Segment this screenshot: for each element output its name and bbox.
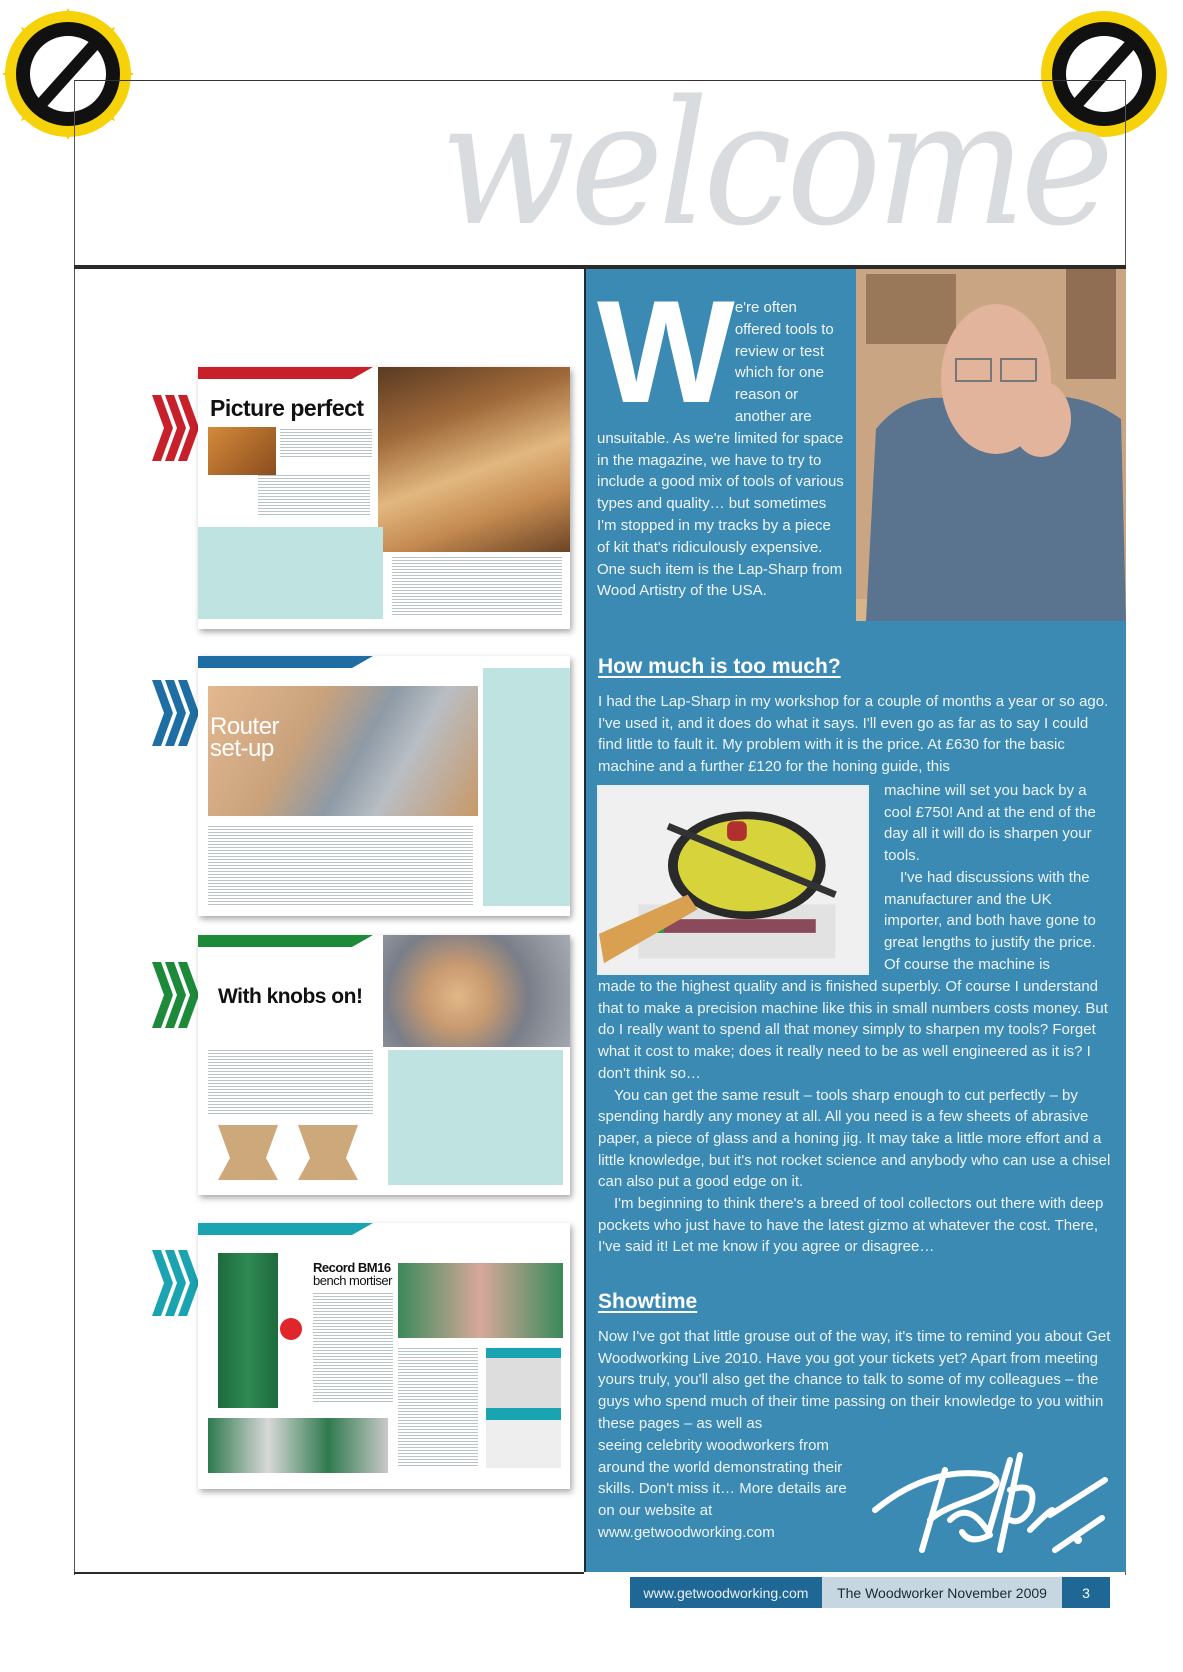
box-photo: [378, 367, 570, 552]
knob-photo: [383, 935, 570, 1047]
chevron-green-icon: [152, 962, 200, 1028]
section-heading-how-much: How much is too much?: [598, 655, 841, 678]
step-photos: [198, 527, 383, 619]
footer-page-number: 3: [1062, 1577, 1110, 1608]
chevron-teal-icon: [152, 1250, 200, 1316]
step-photos: [388, 1050, 563, 1185]
bottom-divider: [74, 1572, 584, 1574]
section-heading-showtime: Showtime: [598, 1290, 698, 1313]
editor-portrait: [856, 269, 1126, 621]
article-thumbnail-with-knobs-on[interactable]: With knobs on!: [198, 935, 570, 1195]
lap-sharp-photo: [597, 785, 869, 975]
footer-website-link[interactable]: www.getwoodworking.com: [630, 1577, 822, 1608]
body-paragraph: made to the highest quality and is finished superbly. Of course I understand that to make a precision machine like this in small numbers costs money. But do I really want to spend all that money simply to sharpen my tools? Forget what it cost to make; does it really need to be as well engineered as it is? I don't think so… You can get the same result – tools sharp enough to cut perfectly – by spending hardly any money at all. All you need is a few sheets of abrasive paper, a piece of glass and a honing jig. It may take a little more effort and a little knowledge, but it's not rocket science and anybody who can use a chisel can also put a good edge on it. I'm beginning to think there's a breed of tool collectors out there with deep pockets who just have to have the latest gizmo at whatever the cost. There, I've said it! Let me know if you agree or disagree…: [598, 978, 1111, 1256]
section-banner: [198, 1223, 373, 1235]
small-box-photo: [208, 427, 276, 475]
page-title: welcome: [440, 63, 1109, 264]
footer-issue-label: The Woodworker November 2009: [822, 1577, 1062, 1608]
body-paragraph: Now I've got that little grouse out of the way, it's time to remind you about Get Woodworking Live 2010. Have you got your tickets yet? Apart from meeting yours truly, you'll also get the chance to talk to some of my colleagues – the guys who spend much of their time passing on their knowledge to you within these pages – as well as: [598, 1328, 1111, 1432]
section-banner: [198, 935, 373, 947]
body-paragraph: machine will set you back by a cool £750! And at the end of the day all it will do is sharpen your tools. I've had discussions with the manufacturer and the UK importer, and both have gone to great lengths to justify the price. Of course the machine is: [884, 782, 1096, 973]
page-footer: [630, 1577, 1110, 1608]
test-photos: [398, 1263, 563, 1338]
article-thumbnail-picture-perfect[interactable]: Picture perfect: [198, 367, 570, 629]
article-thumbnail-record-bm16[interactable]: Record BM16 bench mortiser: [198, 1223, 570, 1489]
detail-photos: [208, 1418, 388, 1473]
chevron-blue-icon: [152, 680, 200, 746]
mortiser-photo: [218, 1253, 278, 1408]
intro-paragraph: W e're often offered tools to review or test which for one reason or another are unsuitable. As we're limited for space in the magazine, we have to try to include a good mix of tools of various types and quality… but sometimes I'm stopped in my tracks by a piece of kit that's ridiculously expensive. One such item is the Lap-Sharp from Wood Artistry of the USA.: [597, 270, 844, 600]
body-paragraph: seeing celebrity woodworkers from around the world demonstrating their skills. Don't miss it… More details are on our website at www.getwoodworking.com: [598, 1437, 847, 1541]
knob-template-2: [298, 1125, 358, 1180]
section-banner: [198, 656, 373, 668]
drop-cap: W: [597, 270, 731, 433]
signature-ralph: [870, 1440, 1110, 1560]
knob-template-1: [218, 1125, 278, 1180]
article-thumbnail-router-setup[interactable]: Router set-up: [198, 656, 570, 916]
rating-badge: [280, 1318, 302, 1340]
chevron-red-icon: [152, 395, 200, 461]
section-banner: [198, 367, 373, 379]
body-paragraph: I had the Lap-Sharp in my workshop for a couple of months a year or so ago. I've used it, and it does do what it says. I'll even go as far as to say I could find little to fault it. My problem with it is the price. At £630 for the basic machine and a further £120 for the honing guide, this: [598, 693, 1109, 776]
spec-box: [486, 1348, 561, 1468]
sidebar-photos: [483, 668, 570, 906]
